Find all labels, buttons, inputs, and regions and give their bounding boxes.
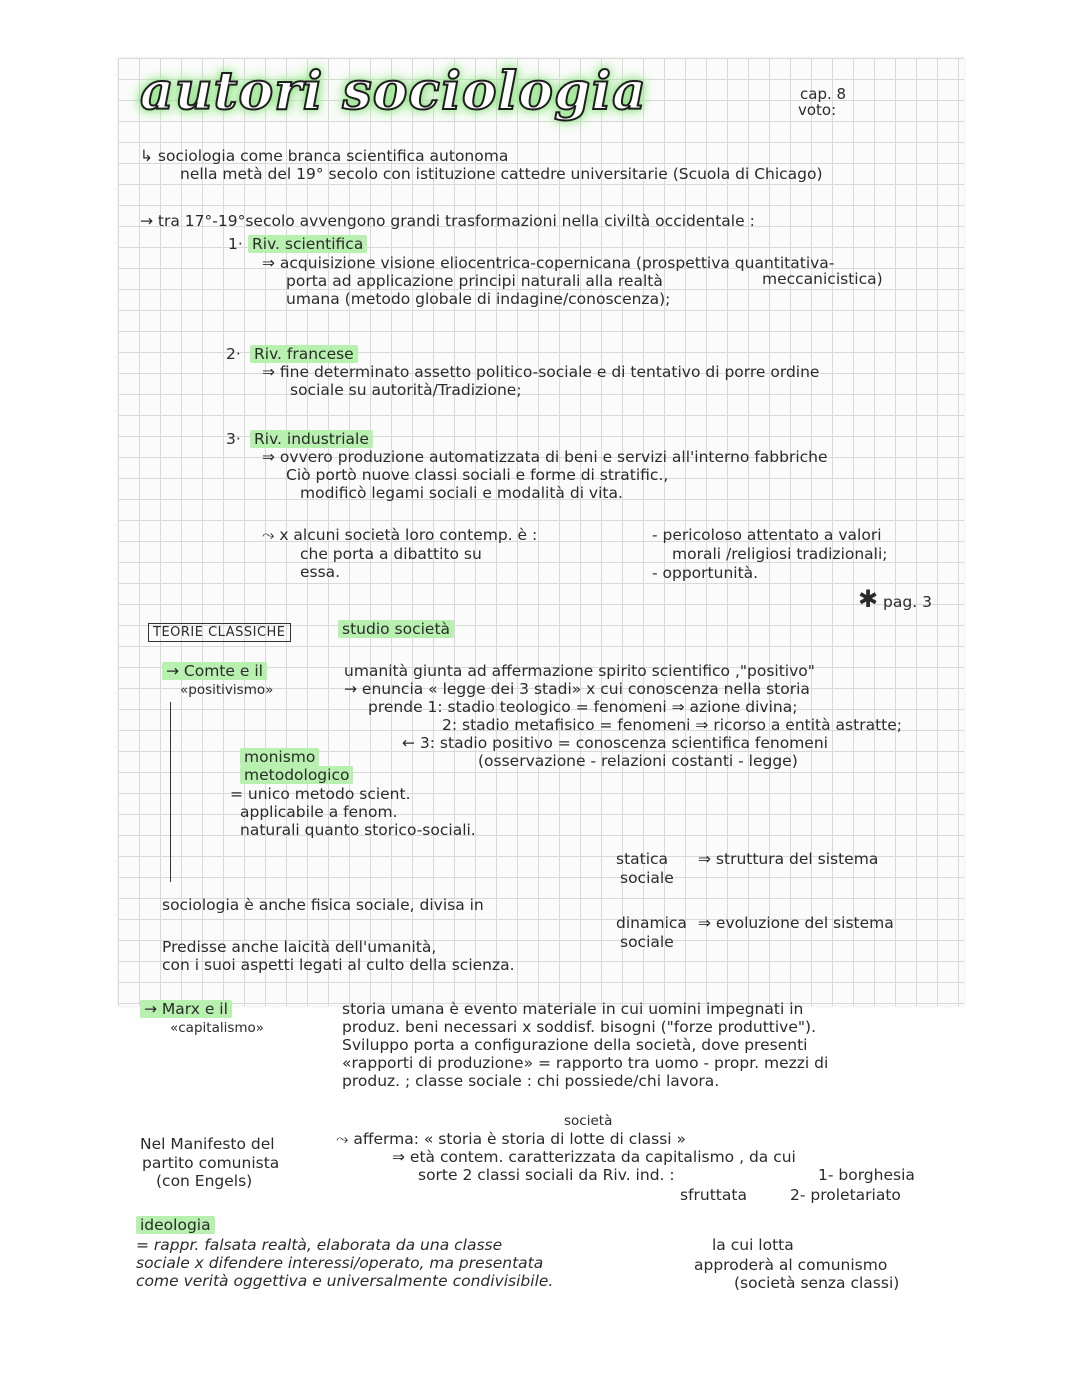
marx-capitalism: «capitalismo» [170,1020,265,1036]
comte-positivism: «positivismo» [180,682,274,698]
struggle-3: (società senza classi) [734,1274,900,1292]
comte-line-6: (osservazione - relazioni costanti - legge) [478,752,798,770]
contemporary-view-3: essa. [300,563,341,581]
struggle-2: approderà al comunismo [694,1256,888,1274]
static-social-2: sociale [620,869,674,887]
ideology-def-3: come verità oggettiva e universalmente condivisibile. [136,1272,554,1290]
rev3-line-2: Ciò portò nuove classi sociali e forme di stratific., [286,466,669,484]
manifesto-1: Nel Manifesto del [140,1135,275,1153]
ideology-def-2: sociale x difendere interessi/operato, ma presentata [136,1254,544,1272]
grade-label: voto: [798,101,837,119]
manifesto-2: partito comunista [142,1154,280,1172]
rev3-line-3: modificò legami sociali e modalità di vita. [300,484,623,502]
rev1-number: 1· [228,235,243,253]
page-reference: pag. 3 [883,593,932,611]
chapter-label: cap. 8 [800,85,847,103]
monism-def-2: applicabile a fenom. [240,803,398,821]
view-option-2: - opportunità. [652,564,759,582]
marx-line-3: Sviluppo porta a configurazione della società, dove presenti [342,1036,808,1054]
contemporary-view: ⤳ x alcuni società loro contemp. è : [262,526,538,544]
rev1-line-1: ⇒ acquisizione visione eliocentrica-copernicana (prospettiva quantitativa- [262,254,835,272]
page-title: autori sociologia [140,61,647,122]
society-note: società [564,1113,613,1129]
rev2-title: Riv. francese [250,345,358,363]
comte-line-1: umanità giunta ad affermazione spirito scientifico ,"positivo" [344,662,815,680]
static-social-1: statica [616,850,669,868]
rev1-line-2-note: meccanicistica) [762,270,883,288]
comte-line-4: 2: stadio metafisico = fenomeni ⇒ [442,716,709,734]
rev3-line-1: ⇒ ovvero produzione automatizzata di beni e servizi all'interno fabbriche [262,448,828,466]
struggle-1: la cui lotta [712,1236,794,1254]
view-option-1b: morali /religiosi tradizionali; [672,545,888,563]
marx-line-1: storia umana è evento materiale in cui uomini impegnati in [342,1000,804,1018]
static-result: ⇒ struttura del sistema [698,850,879,868]
rev2-line-2: sociale su autorità/Tradizione; [290,381,522,399]
ideology-def-1: = rappr. falsata realtà, elaborata da una classe [136,1236,503,1254]
classic-theories-subject: studio società [338,620,454,638]
monism-def-1: = unico metodo scient. [230,785,411,803]
contemporary-view-2: che porta a dibattito su [300,545,482,563]
monism-def-3: naturali quanto storico-sociali. [240,821,476,839]
comte-line-3: prende 1: stadio teologico = fenomeni ⇒ azione divina; [368,698,798,716]
rev1-line-2: porta ad applicazione principi naturali alla realtà [286,272,663,290]
social-physics: sociologia è anche fisica sociale, divisa in [162,896,484,914]
marx-claim-3: sorte 2 classi sociali da Riv. ind. : [418,1166,675,1184]
transformations-heading: → tra 17°-19°secolo avvengono grandi trasformazioni nella civiltà occidentale : [140,212,755,230]
view-option-1: - pericoloso attentato a valori [652,526,882,544]
ideology-label: ideologia [136,1216,215,1234]
dynamic-result: ⇒ evoluzione del sistema [698,914,894,932]
classic-theories-box: TEORIE CLASSICHE [148,623,291,642]
comte-line-2: → enuncia « legge dei 3 stadi» x cui conoscenza nella storia [344,680,810,698]
exploited-label: sfruttata [680,1186,747,1204]
class-bourgeoisie: 1- borghesia [818,1166,915,1184]
asterisk-icon: ✱ [858,585,879,613]
monism-label-1: monismo [240,748,319,766]
rev2-line-1: ⇒ fine determinato assetto politico-sociale e di tentativo di porre ordine [262,363,820,381]
prediction-2: con i suoi aspetti legati al culto della scienza. [162,956,515,974]
marx-line-2: produz. beni necessari x soddisf. bisogni ("forze produttive"). [342,1018,816,1036]
marx-line-5: produz. ; classe sociale : chi possiede/chi lavora. [342,1072,720,1090]
comte-heading: → Comte e il [162,662,267,680]
marx-heading: → Marx e il [140,1000,232,1018]
rev1-title: Riv. scientifica [248,235,367,253]
manifesto-3: (con Engels) [156,1172,253,1190]
comte-line-4b: ricorso a entità astratte; [713,716,902,734]
rev3-number: 3· [226,430,241,448]
comte-bracket [170,702,171,882]
comte-line-5: ← 3: stadio positivo = conoscenza scientifica fenomeni [402,734,828,752]
marx-claim-1: ⤳ afferma: « storia è storia di lotte di classi » [336,1130,686,1148]
intro-line-1: ↳ sociologia come branca scientifica autonoma [140,147,509,165]
rev3-title: Riv. industriale [250,430,373,448]
class-proletariat: 2- proletariato [790,1186,901,1204]
marx-claim-2: ⇒ età contem. caratterizzata da capitalismo , da cui [392,1148,796,1166]
dynamic-social-2: sociale [620,933,674,951]
dynamic-social-1: dinamica [616,914,687,932]
marx-line-4: «rapporti di produzione» = rapporto tra uomo - propr. mezzi di [342,1054,829,1072]
rev1-line-3: umana (metodo globale di indagine/conoscenza); [286,290,671,308]
rev2-number: 2· [226,345,241,363]
intro-line-2: nella metà del 19° secolo con istituzione cattedre universitarie (Scuola di Chicago) [180,165,823,183]
prediction-1: Predisse anche laicità dell'umanità, [162,938,437,956]
monism-label-2: metodologico [240,766,353,784]
